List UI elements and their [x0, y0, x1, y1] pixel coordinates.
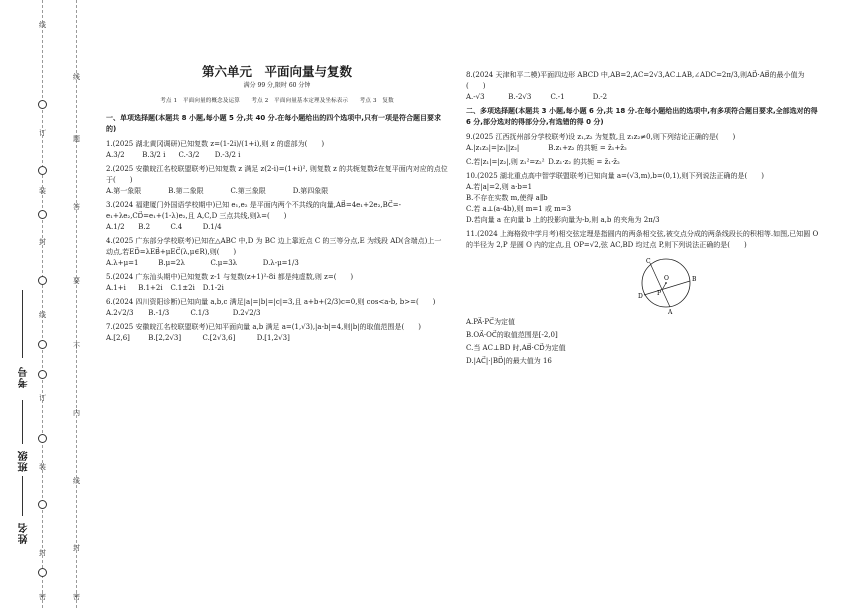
- option-c[interactable]: C.若|z₁|=|z₂|,则 z₁²=z₂²: [466, 158, 545, 166]
- left-column: [106, 66, 448, 347]
- option-d[interactable]: D.z₁·z₂ 的共轭 = z̄₁·z̄₂: [548, 158, 620, 166]
- option-b[interactable]: B.1+2i: [138, 284, 163, 292]
- question-4-options: [106, 258, 448, 269]
- punch-hole: [38, 500, 47, 509]
- field-label-name: 姓名: [19, 522, 30, 544]
- question-9-options-2: [466, 157, 822, 168]
- label-d: D: [638, 293, 643, 300]
- exam-number-input-line[interactable]: [22, 290, 23, 358]
- option-b[interactable]: B.不存在实数 m,使得 a∥b: [466, 194, 548, 202]
- seal-char: 密: [73, 593, 80, 601]
- option-b[interactable]: B.z₁+z₂ 的共轭 = z̄₁+z̄₂: [548, 144, 627, 152]
- seal-char: 订: [39, 129, 46, 137]
- option-d[interactable]: D.2√2/3: [232, 309, 261, 317]
- seal-line-inner: [76, 0, 77, 608]
- option-c[interactable]: C.[2√3,6]: [202, 334, 236, 342]
- option-a[interactable]: A.λ+μ=1: [106, 259, 139, 267]
- question-8-options: [466, 92, 822, 103]
- label-p: P: [657, 290, 662, 297]
- question-2: 2.(2025 安徽皖江名校联盟联考)已知复数 z 满足 z(2-i)=(1+i)², 则复数 z 的共轭复数z̄在复平面内对应的点位于( ): [106, 165, 448, 184]
- question-4: 4.(2025 广东部分学校联考)已知在△ABC 中,D 为 BC 边上靠近点 C 的三等分点,E 为线段 AD(含端点)上一动点,若ED⃗=λEB⃗+μEC⃗(λ,μ∈R),则( ): [106, 237, 442, 256]
- option-d[interactable]: D.|AC⃗|·|BD⃗|的最大值为 16: [466, 357, 552, 365]
- option-b[interactable]: B.2: [138, 223, 151, 231]
- seal-char: 线: [73, 477, 80, 485]
- label-c: C: [646, 258, 651, 265]
- label-a: A: [668, 309, 673, 315]
- option-b[interactable]: B.-1/3: [148, 309, 170, 317]
- option-d[interactable]: D.1/4: [202, 223, 222, 231]
- name-input-line[interactable]: [22, 476, 23, 516]
- center-point: [665, 282, 667, 284]
- seal-char: 密: [39, 593, 46, 601]
- option-b[interactable]: B.-2√3: [508, 93, 532, 101]
- option-c[interactable]: C.当 AC⊥BD 时,AB⃗·CD⃗为定值: [466, 344, 566, 352]
- question-3-options: [106, 222, 448, 233]
- option-a[interactable]: A.1/2: [106, 223, 125, 231]
- question-3: 3.(2024 福建厦门外国语学校期中)已知 e₁,e₂ 是平面内两个不共线的向量,AB⃗=4e₁+2e₂,BC⃗=-e₁+λe₂,CD⃗=e₁+(1-λ)e₂,且 A,C,D 三点共线,则λ=( ): [106, 201, 401, 220]
- option-c[interactable]: C.第三象限: [230, 187, 266, 195]
- circle-figure: [466, 253, 822, 313]
- option-b[interactable]: B.OA⃗·OC⃗的取值范围是[-2,0]: [466, 331, 558, 339]
- option-d[interactable]: D.若向量 a 在向量 b 上的投影向量为-b,则 a,b 的夹角为 2π/3: [466, 216, 660, 224]
- punch-hole: [38, 340, 47, 349]
- option-c[interactable]: C.若 a⊥(a-4b),则 m=1 或 m=3: [466, 205, 572, 213]
- question-7-options: [106, 333, 448, 344]
- option-b[interactable]: B.3/2 i: [142, 151, 166, 159]
- seal-char: 封: [39, 238, 46, 246]
- option-c[interactable]: C.-1: [550, 93, 565, 101]
- section-multi-choice: 二、多项选择题(本题共 3 小题,每小题 6 分,共 18 分.在每小题给出的选项中,有多项符合题目要求,全部选对的得 6 分,部分选对的得部分分,有选错的得 0 分): [466, 107, 818, 126]
- section-single-choice: 一、单项选择题(本题共 8 小题,每小题 5 分,共 40 分.在每小题给出的四个选项中,只有一项是符合题目要求的): [106, 114, 441, 133]
- seal-char: 线: [73, 73, 80, 81]
- option-a[interactable]: A.1+i: [106, 284, 126, 292]
- option-d[interactable]: D.[1,2√3]: [256, 334, 290, 342]
- punch-hole: [38, 210, 47, 219]
- page-title: 第六单元 平面向量与复数: [201, 64, 352, 79]
- chord-bd: [644, 281, 690, 295]
- question-1-options: [106, 150, 448, 161]
- chord-ac: [650, 263, 670, 307]
- option-a[interactable]: A.3/2: [106, 151, 125, 159]
- seal-char: 装: [39, 187, 46, 195]
- option-d[interactable]: D.1-2i: [202, 284, 224, 292]
- option-d[interactable]: D.λ-μ=1/3: [262, 259, 299, 267]
- question-9-options: [466, 143, 822, 154]
- question-8: 8.(2024 天津和平二模)平面四边形 ABCD 中,AB=2,AC=2√3,AC⊥AB,∠ADC=2π/3,则AD⃗·AB⃗的最小值为 ( ): [466, 71, 812, 90]
- question-2-options: [106, 186, 448, 197]
- right-column: [466, 70, 822, 367]
- seal-char: 内: [73, 409, 80, 417]
- option-d[interactable]: D.第四象限: [292, 187, 329, 195]
- question-1: 1.(2025 湖北黄冈调研)已知复数 z=(1-2i)/(1+i),则 z 的虚部为( ): [106, 140, 325, 148]
- seal-char: 题: [73, 135, 80, 143]
- seal-char: 不: [73, 342, 80, 350]
- question-9: 9.(2025 江西抚州部分学校联考)设 z₁,z₂ 为复数,且 z₁z₂≠0,则下列结论正确的是( ): [466, 133, 736, 141]
- question-6: 6.(2024 四川资阳诊断)已知向量 a,b,c 满足|a|=|b|=|c|=3,且 a+b+(2/3)c=0,则 cos<a-b, b>=( ): [106, 298, 436, 306]
- score-time-note: 满分 99 分,限时 60 分钟: [243, 82, 311, 89]
- option-b[interactable]: B.[2,2√3]: [148, 334, 182, 342]
- seal-line-outer: [42, 0, 43, 608]
- option-c[interactable]: C.μ=3λ: [210, 259, 238, 267]
- option-b[interactable]: B.第二象限: [168, 187, 204, 195]
- punch-hole: [38, 434, 47, 443]
- question-6-options: [106, 308, 448, 319]
- punch-hole: [38, 100, 47, 109]
- question-5-options: [106, 283, 448, 294]
- option-a[interactable]: A.2√2/3: [106, 309, 134, 317]
- option-a[interactable]: A.-√3: [466, 93, 485, 101]
- seal-char: 要: [73, 277, 80, 285]
- punch-hole: [38, 276, 47, 285]
- option-a[interactable]: A.|z₁z₂|=|z₁||z₂|: [466, 144, 520, 152]
- option-a[interactable]: A.第一象限: [106, 187, 142, 195]
- seal-char: 订: [39, 394, 46, 402]
- option-c[interactable]: C.-3/2: [178, 151, 200, 159]
- option-a[interactable]: A.[2,6]: [106, 334, 130, 342]
- seal-char: 封: [39, 549, 46, 557]
- option-d[interactable]: D.-2: [592, 93, 608, 101]
- option-c[interactable]: C.1±2i: [170, 284, 195, 292]
- punch-hole: [38, 166, 47, 175]
- seal-char: 线: [39, 311, 46, 319]
- option-a[interactable]: A.若|a|=2,则 a·b=1: [466, 183, 533, 191]
- topic-points: 考点 1 平面向量的概念及运算 考点 2 平面向量基本定理及坐标表示 考点 3 复数: [160, 98, 394, 104]
- field-label-class: 班级: [19, 450, 30, 472]
- option-a[interactable]: A.PA⃗·PC⃗为定值: [466, 318, 515, 326]
- label-b: B: [692, 276, 697, 283]
- class-input-line[interactable]: [22, 400, 23, 444]
- label-o: O: [664, 275, 669, 282]
- question-10: 10.(2025 湖北重点高中智学联盟联考)已知向量 a=(√3,m),b=(0,1),则下列说法正确的是( ): [466, 172, 764, 180]
- question-11: 11.(2024 上海格致中学月考)相交弦定理是指圆内的两条相交弦,被交点分成的两条线段长的积相等.如图,已知圆 O 的半径为 2,P 是圆 O 内的定点,且 OP=√2,弦 AC,BD 均过点 P,则下列说法正确的是( ): [466, 230, 819, 249]
- option-d[interactable]: D.-3/2 i: [214, 151, 241, 159]
- question-5: 5.(2024 广东汕头期中)已知复数 z-1 与复数(z+1)²-8i 都是纯虚数,则 z=( ): [106, 273, 354, 281]
- seal-char: 线: [39, 21, 46, 29]
- option-c[interactable]: C.4: [170, 223, 183, 231]
- field-label-exam-number: 考号: [19, 366, 30, 388]
- question-7: 7.(2025 安徽皖江名校联盟联考)已知平面向量 a,b 满足 a=(1,√3),|a-b|=4,则|b|的取值范围是( ): [106, 323, 421, 331]
- binding-margin: [0, 0, 110, 608]
- seal-char: 封: [73, 544, 80, 552]
- punch-hole: [38, 568, 47, 577]
- seal-char: 装: [39, 463, 46, 471]
- circle-diagram: [606, 253, 706, 315]
- option-b[interactable]: B.μ=2λ: [158, 259, 185, 267]
- punch-hole: [38, 370, 47, 379]
- seal-char: 答: [73, 203, 80, 211]
- option-c[interactable]: C.1/3: [190, 309, 210, 317]
